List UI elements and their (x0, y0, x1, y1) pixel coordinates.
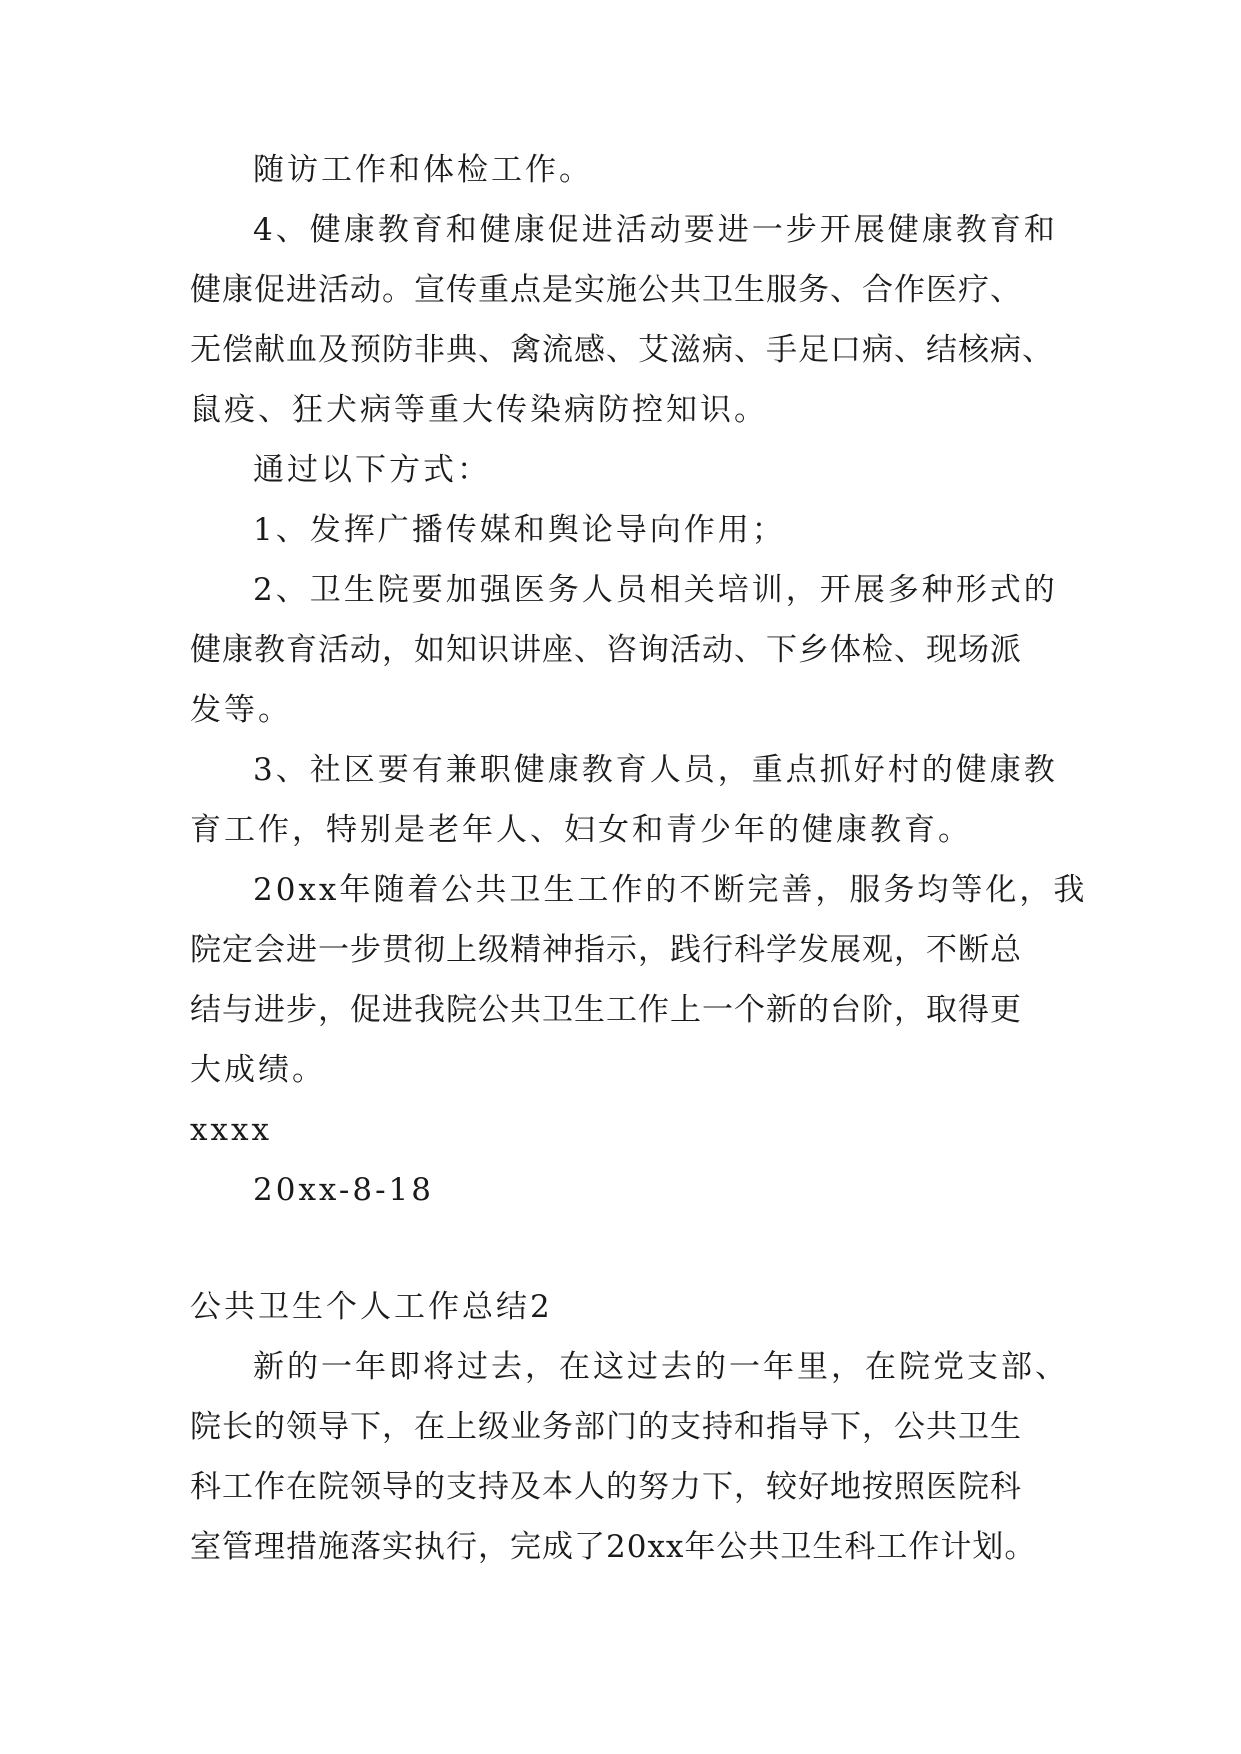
paragraph-line: 4、健康教育和健康促进活动要进一步开展健康教育和 (253, 212, 1058, 248)
paragraph-line: 健康促进活动。宣传重点是实施公共卫生服务、合作医疗、 (190, 272, 1022, 308)
paragraph-line: 院定会进一步贯彻上级精神指示，践行科学发展观，不断总 (190, 932, 1022, 968)
paragraph-line: 健康教育活动，如知识讲座、咨询活动、下乡体检、现场派 (190, 632, 1022, 668)
paragraph-line: 育工作，特别是老年人、妇女和青少年的健康教育。 (190, 812, 972, 848)
paragraph-line: 发等。 (190, 692, 292, 728)
paragraph-line: 通过以下方式： (253, 452, 491, 488)
paragraph-line: 无偿献血及预防非典、禽流感、艾滋病、手足口病、结核病、 (190, 332, 1054, 368)
paragraph-line: 新的一年即将过去，在这过去的一年里，在院党支部、 (253, 1349, 1069, 1385)
paragraph-line: 鼠疫、狂犬病等重大传染病防控知识。 (190, 392, 768, 428)
section-title: 公共卫生个人工作总结2 (190, 1289, 553, 1325)
paragraph-line: 随访工作和体检工作。 (253, 152, 593, 188)
signature-date: 20xx-8-18 (253, 1172, 434, 1208)
list-item: 2、卫生院要加强医务人员相关培训，开展多种形式的 (253, 572, 1058, 608)
paragraph-line: 院长的领导下，在上级业务部门的支持和指导下，公共卫生 (190, 1409, 1022, 1445)
list-item: 1、发挥广播传媒和舆论导向作用； (253, 512, 786, 548)
list-item: 3、社区要有兼职健康教育人员，重点抓好村的健康教 (253, 752, 1058, 788)
paragraph-line: 科工作在院领导的支持及本人的努力下，较好地按照医院科 (190, 1469, 1022, 1505)
paragraph-line: 大成绩。 (190, 1052, 326, 1088)
paragraph-line: 20xx年随着公共卫生工作的不断完善，服务均等化，我 (253, 872, 1088, 908)
signature-name: xxxx (190, 1112, 272, 1148)
paragraph-line: 室管理措施落实执行，完成了20xx年公共卫生科工作计划。 (190, 1529, 1037, 1565)
paragraph-line: 结与进步，促进我院公共卫生工作上一个新的台阶，取得更 (190, 992, 1022, 1028)
